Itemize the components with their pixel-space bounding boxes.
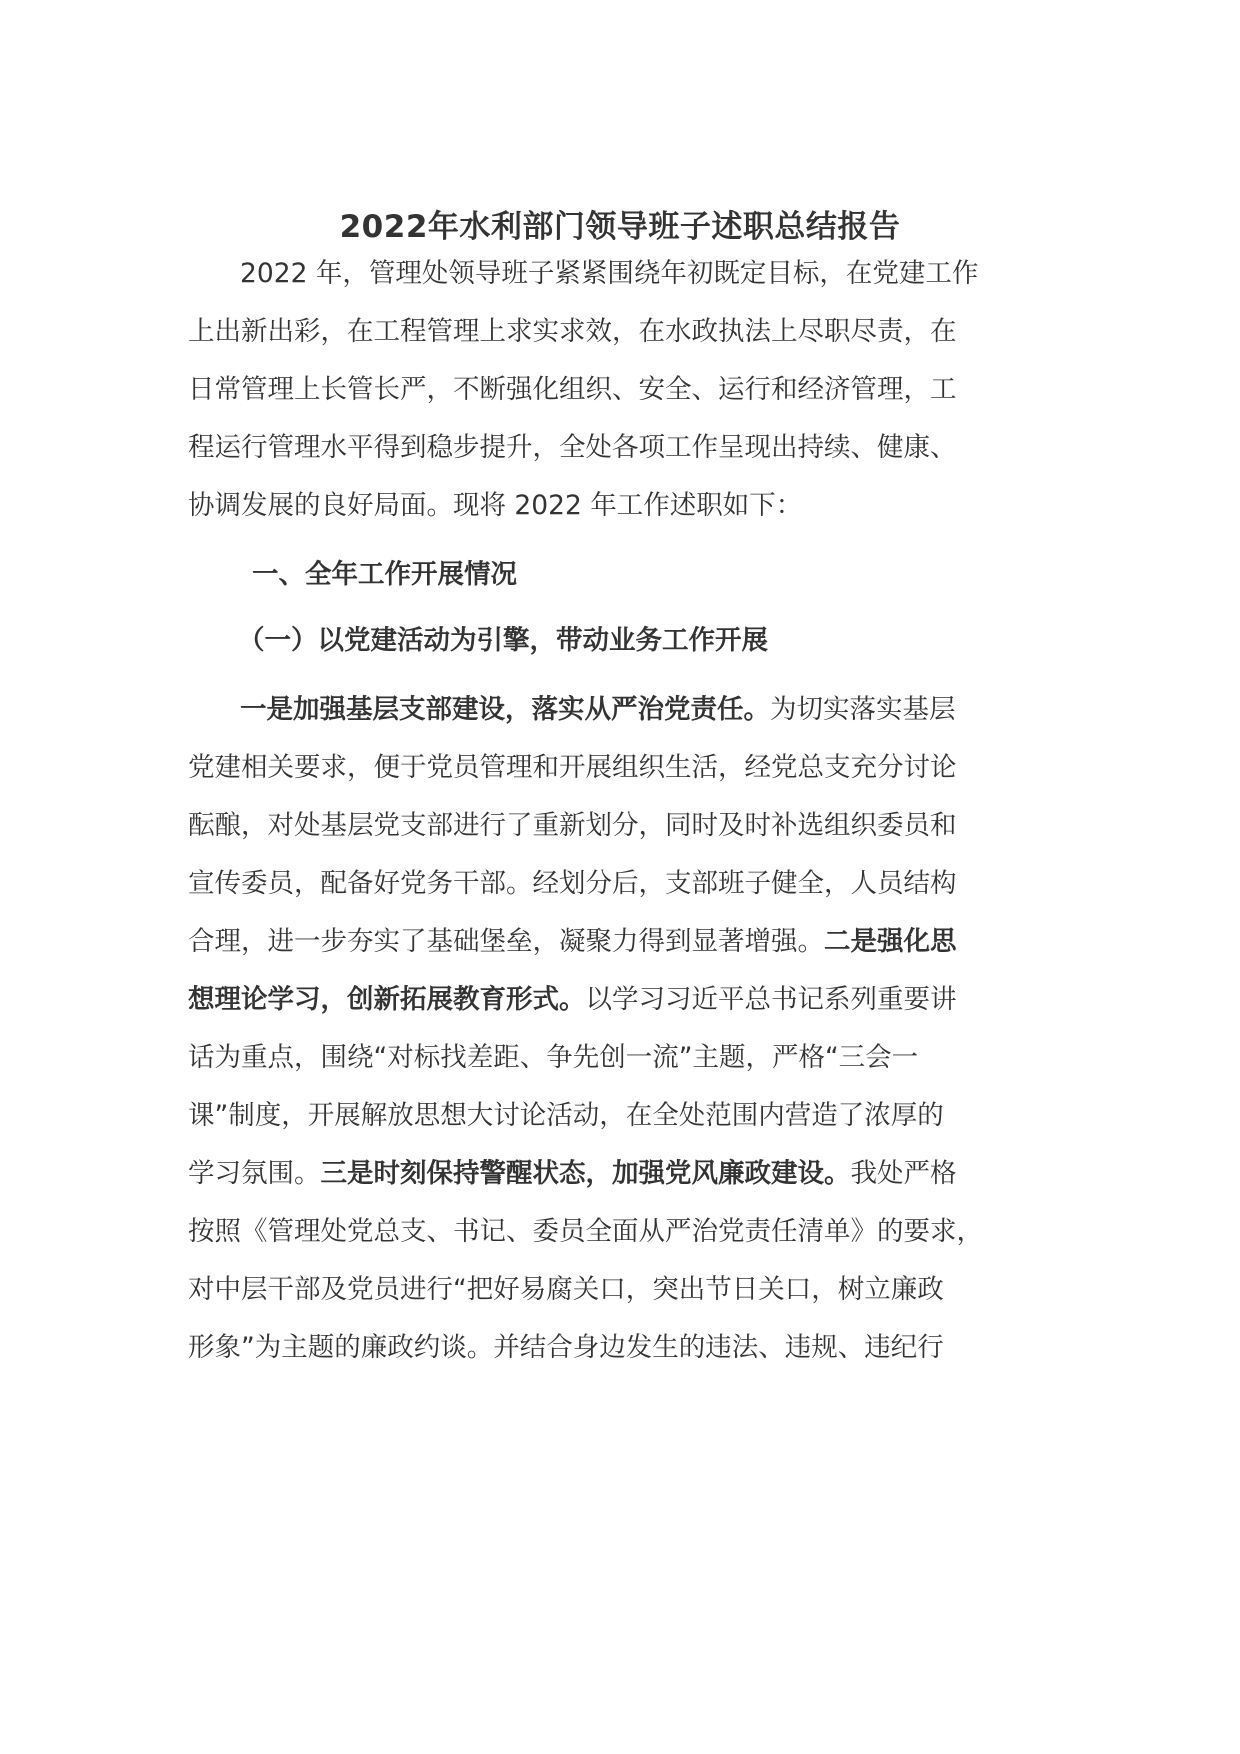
document-title: 2022年水利部门领导班子述职总结报告 — [339, 209, 901, 245]
section-heading-2: （一）以党建活动为引擎，带动业务工作开展 — [238, 625, 768, 656]
point-three-heading: 三是时刻保持警醒状态，加强党风廉政建设。 — [320, 1158, 851, 1189]
body-line-3: 酝酿，对处基层党支部进行了重新划分，同时及时补选组织委员和 — [188, 810, 957, 841]
body-line-8: 课”制度，开展解放思想大讨论活动，在全处范围内营造了浓厚的 — [188, 1100, 944, 1131]
body-line-9 — [188, 1154, 957, 1194]
intro-line-4: 程运行管理水平得到稳步提升，全处各项工作呈现出持续、健康、 — [188, 432, 957, 463]
body-line-12: 形象”为主题的廉政约谈。并结合身边发生的违法、违规、违纪行 — [188, 1332, 944, 1363]
body-line-2: 党建相关要求，便于党员管理和开展组织生活，经党总支充分讨论 — [188, 752, 957, 783]
section-heading-1: 一、全年工作开展情况 — [252, 559, 517, 590]
intro-line-3: 日常管理上长管长严，不断强化组织、安全、运行和经济管理，工 — [188, 374, 957, 405]
intro-line-5: 协调发展的良好局面。现将 2022 年工作述职如下： — [188, 490, 803, 521]
body-line-7: 话为重点，围绕“对标找差距、争先创一流”主题，严格“三会一 — [188, 1042, 919, 1073]
intro-line-2: 上出新出彩，在工程管理上求实求效，在水政执法上尽职尽责，在 — [188, 316, 957, 347]
body-text: 合理，进一步夯实了基础堡垒，凝聚力得到显著增强。 — [188, 926, 824, 957]
body-line-1 — [240, 690, 956, 730]
body-text: 以学习习近平总书记系列重要讲 — [585, 984, 957, 1015]
body-line-6 — [188, 980, 957, 1020]
point-two-heading-start: 二是强化思 — [824, 926, 957, 957]
point-one-heading: 一是加强基层支部建设，落实从严治党责任。 — [240, 694, 770, 725]
body-text: 学习氛围。 — [188, 1158, 321, 1189]
body-text: 我处严格 — [850, 1158, 957, 1189]
point-two-heading-end: 想理论学习，创新拓展教育形式。 — [188, 984, 586, 1015]
body-text: 为切实落实基层 — [770, 694, 956, 725]
body-line-4: 宣传委员，配备好党务干部。经划分后，支部班子健全，人员结构 — [188, 868, 957, 899]
intro-line-1: 2022 年，管理处领导班子紧紧围绕年初既定目标，在党建工作 — [240, 258, 979, 289]
body-line-5 — [188, 922, 957, 962]
body-line-10: 按照《管理处党总支、书记、委员全面从严治党责任清单》的要求， — [188, 1216, 983, 1247]
body-line-11: 对中层干部及党员进行“把好易腐关口，突出节日关口，树立廉政 — [188, 1274, 944, 1305]
